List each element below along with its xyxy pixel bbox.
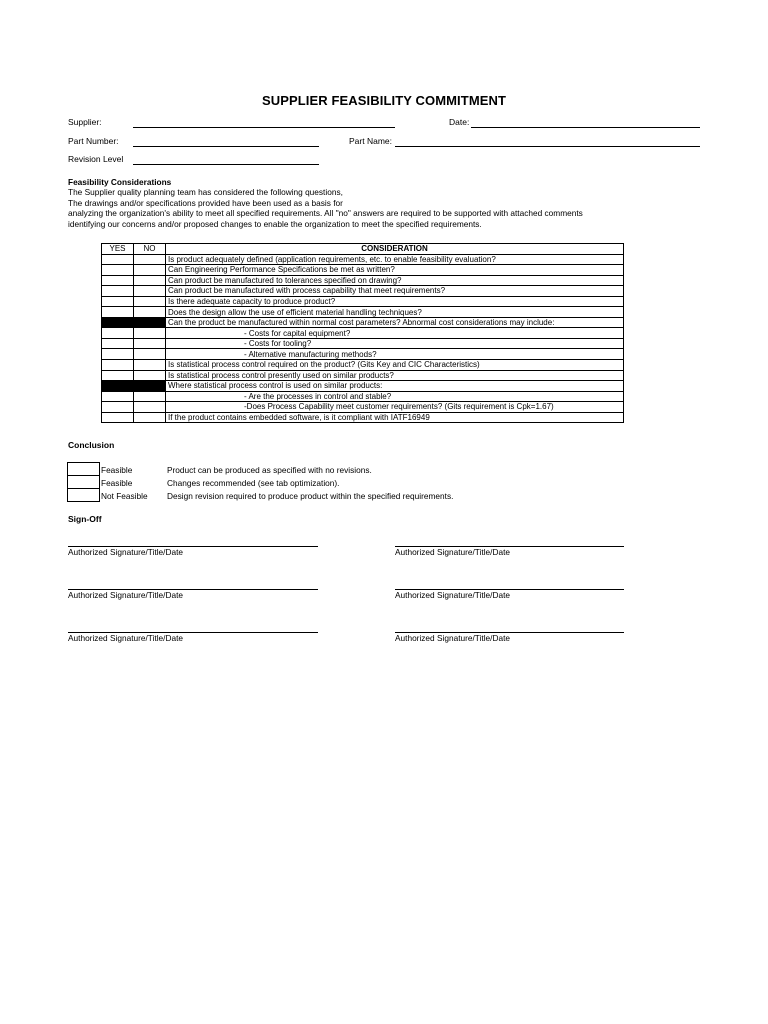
revision-level-field[interactable]: [133, 164, 319, 165]
consideration-cell: Can the product be manufactured within normal cost parameters? Abnormal cost considerations may include:: [166, 317, 624, 328]
conclusion-option-desc: Design revision required to produce product within the specified requirements.: [167, 491, 454, 501]
yes-cell[interactable]: [102, 349, 134, 360]
table-row: [102, 307, 624, 318]
table-row: [102, 328, 624, 339]
signoff-heading: Sign-Off: [68, 514, 102, 524]
table-row: [102, 360, 624, 371]
consideration-cell: Can product be manufactured to tolerances specified on drawing?: [166, 275, 624, 286]
consideration-cell: Is product adequately defined (application requirements, etc. to enable feasibility evaluation?: [166, 254, 624, 265]
no-cell[interactable]: [134, 338, 166, 349]
signature-label: Authorized Signature/Title/Date: [68, 547, 183, 557]
feasibility-heading: Feasibility Considerations: [68, 177, 172, 187]
conclusion-option-desc: Changes recommended (see tab optimization).: [167, 478, 340, 488]
part-name-field[interactable]: [395, 146, 700, 147]
consideration-cell: Where statistical process control is used on similar products:: [166, 381, 624, 392]
intro-line: The drawings and/or specifications provided have been used as a basis for: [68, 197, 343, 208]
table-row: [102, 265, 624, 276]
conclusion-option-label: Feasible: [101, 478, 133, 488]
no-cell[interactable]: [134, 370, 166, 381]
consideration-cell: - Are the processes in control and stable?: [166, 391, 624, 402]
no-cell[interactable]: [134, 307, 166, 318]
no-cell[interactable]: [134, 402, 166, 413]
consideration-cell: Is there adequate capacity to produce product?: [166, 296, 624, 307]
consideration-cell: Does the design allow the use of efficient material handling techniques?: [166, 307, 624, 318]
table-row: [102, 381, 624, 392]
no-cell[interactable]: [134, 275, 166, 286]
not-feasible-checkbox[interactable]: [67, 488, 100, 502]
no-cell[interactable]: [134, 296, 166, 307]
consideration-cell: - Costs for tooling?: [166, 338, 624, 349]
no-cell[interactable]: [134, 328, 166, 339]
no-cell: [134, 317, 166, 328]
no-cell[interactable]: [134, 265, 166, 276]
yes-cell[interactable]: [102, 275, 134, 286]
table-row: [102, 338, 624, 349]
yes-cell: [102, 381, 134, 392]
no-cell[interactable]: [134, 391, 166, 402]
yes-cell[interactable]: [102, 360, 134, 371]
consideration-cell: Is statistical process control presently used on similar products?: [166, 370, 624, 381]
feasible-checkbox[interactable]: [67, 462, 100, 476]
consideration-cell: Can product be manufactured with process capability that meet requirements?: [166, 286, 624, 297]
yes-column-header: YES: [102, 244, 134, 255]
consideration-cell: Can Engineering Performance Specifications be met as written?: [166, 265, 624, 276]
date-label: Date:: [449, 117, 470, 127]
date-field[interactable]: [471, 127, 700, 128]
no-cell[interactable]: [134, 349, 166, 360]
table-row: [102, 254, 624, 265]
conclusion-option-label: Feasible: [101, 465, 133, 475]
supplier-label: Supplier:: [68, 117, 102, 127]
intro-line: The Supplier quality planning team has considered the following questions,: [68, 187, 343, 198]
yes-cell[interactable]: [102, 412, 134, 423]
consideration-cell: - Costs for capital equipment?: [166, 328, 624, 339]
yes-cell[interactable]: [102, 370, 134, 381]
conclusion-heading: Conclusion: [68, 440, 115, 450]
signature-label: Authorized Signature/Title/Date: [395, 547, 510, 557]
page-title: SUPPLIER FEASIBILITY COMMITMENT: [261, 93, 507, 108]
part-number-label: Part Number:: [68, 136, 119, 146]
yes-cell[interactable]: [102, 391, 134, 402]
revision-level-label: Revision Level: [68, 154, 124, 164]
table-row: [102, 317, 624, 328]
table-header-row: [102, 244, 624, 255]
intro-line: identifying our concerns and/or proposed changes to enable the organization to meet the specified requirements.: [68, 218, 482, 229]
yes-cell[interactable]: [102, 402, 134, 413]
table-row: [102, 349, 624, 360]
table-row: [102, 370, 624, 381]
no-cell[interactable]: [134, 254, 166, 265]
part-number-field[interactable]: [133, 146, 319, 147]
signature-label: Authorized Signature/Title/Date: [395, 590, 510, 600]
yes-cell[interactable]: [102, 254, 134, 265]
no-cell[interactable]: [134, 412, 166, 423]
signature-label: Authorized Signature/Title/Date: [68, 590, 183, 600]
consideration-column-header: CONSIDERATION: [166, 244, 624, 255]
no-column-header: NO: [134, 244, 166, 255]
conclusion-option-label: Not Feasible: [101, 491, 148, 501]
no-cell[interactable]: [134, 360, 166, 371]
table-row: [102, 391, 624, 402]
consideration-cell: Is statistical process control required on the product? (Gits Key and CIC Characteristics): [166, 360, 624, 371]
table-row: [102, 412, 624, 423]
consideration-cell: -Does Process Capability meet customer requirements? (Gits requirement is Cpk=1.67): [166, 402, 624, 413]
yes-cell[interactable]: [102, 296, 134, 307]
signature-label: Authorized Signature/Title/Date: [395, 633, 510, 643]
table-row: [102, 296, 624, 307]
feasibility-intro: [68, 177, 688, 229]
table-row: [102, 402, 624, 413]
consideration-cell: If the product contains embedded software, is it compliant with IATF16949: [166, 412, 624, 423]
conclusion-option-desc: Product can be produced as specified with no revisions.: [167, 465, 372, 475]
yes-cell: [102, 317, 134, 328]
yes-cell[interactable]: [102, 265, 134, 276]
signature-label: Authorized Signature/Title/Date: [68, 633, 183, 643]
feasible-changes-checkbox[interactable]: [67, 475, 100, 489]
no-cell[interactable]: [134, 286, 166, 297]
table-row: [102, 286, 624, 297]
table-row: [102, 275, 624, 286]
yes-cell[interactable]: [102, 307, 134, 318]
supplier-field[interactable]: [133, 127, 395, 128]
intro-line: analyzing the organization's ability to meet all specified requirements. All "no" answers are required to be supported with attached comments: [68, 208, 583, 219]
no-cell: [134, 381, 166, 392]
yes-cell[interactable]: [102, 338, 134, 349]
yes-cell[interactable]: [102, 328, 134, 339]
considerations-table: [101, 243, 624, 423]
consideration-cell: - Alternative manufacturing methods?: [166, 349, 624, 360]
part-name-label: Part Name:: [349, 136, 392, 146]
yes-cell[interactable]: [102, 286, 134, 297]
